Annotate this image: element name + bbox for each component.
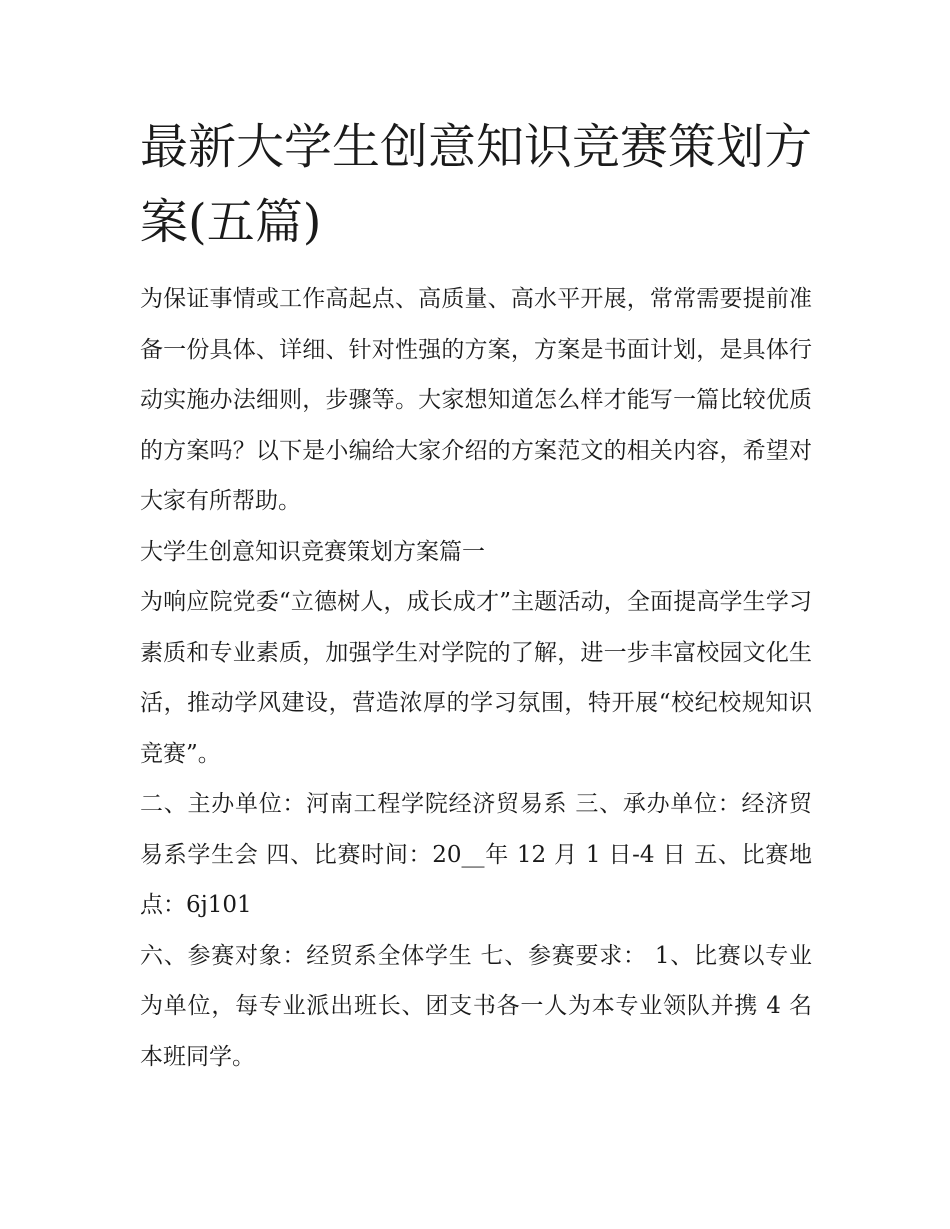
document-page [140, 110, 812, 1082]
background-paragraph: 为响应院党委“立德树人，成长成才”主题活动，全面提高学生学习素质和专业素质，加强学生对学院的了解，进一步丰富校园文化生活，推动学风建设，营造浓厚的学习氛围，特开展“校纪校规知识竞赛”。 [140, 589, 812, 767]
organizer-paragraph: 二、主办单位：河南工程学院经济贸易系 三、承办单位：经济贸易系学生会 四、比赛时间：20__年 12 月 1 日-4 日 五、比赛地点：6j101 [140, 791, 812, 918]
intro-paragraph: 为保证事情或工作高起点、高质量、高水平开展，常常需要提前准备一份具体、详细、针对性强的方案，方案是书面计划，是具体行动实施办法细则，步骤等。大家想知道怎么样才能写一篇比较优质的方案吗？以下是小编给大家介绍的方案范文的相关内容，希望对大家有所帮助。 [140, 286, 812, 514]
document-title: 最新大学生创意知识竞赛策划方案(五篇) [140, 119, 813, 250]
section-heading: 大学生创意知识竞赛策划方案篇一 [140, 538, 485, 565]
participants-paragraph: 六、参赛对象：经贸系全体学生 七、参赛要求： 1、比赛以专业为单位，每专业派出班长、团支书各一人为本专业领队并携 4 名本班同学。 [140, 942, 812, 1070]
